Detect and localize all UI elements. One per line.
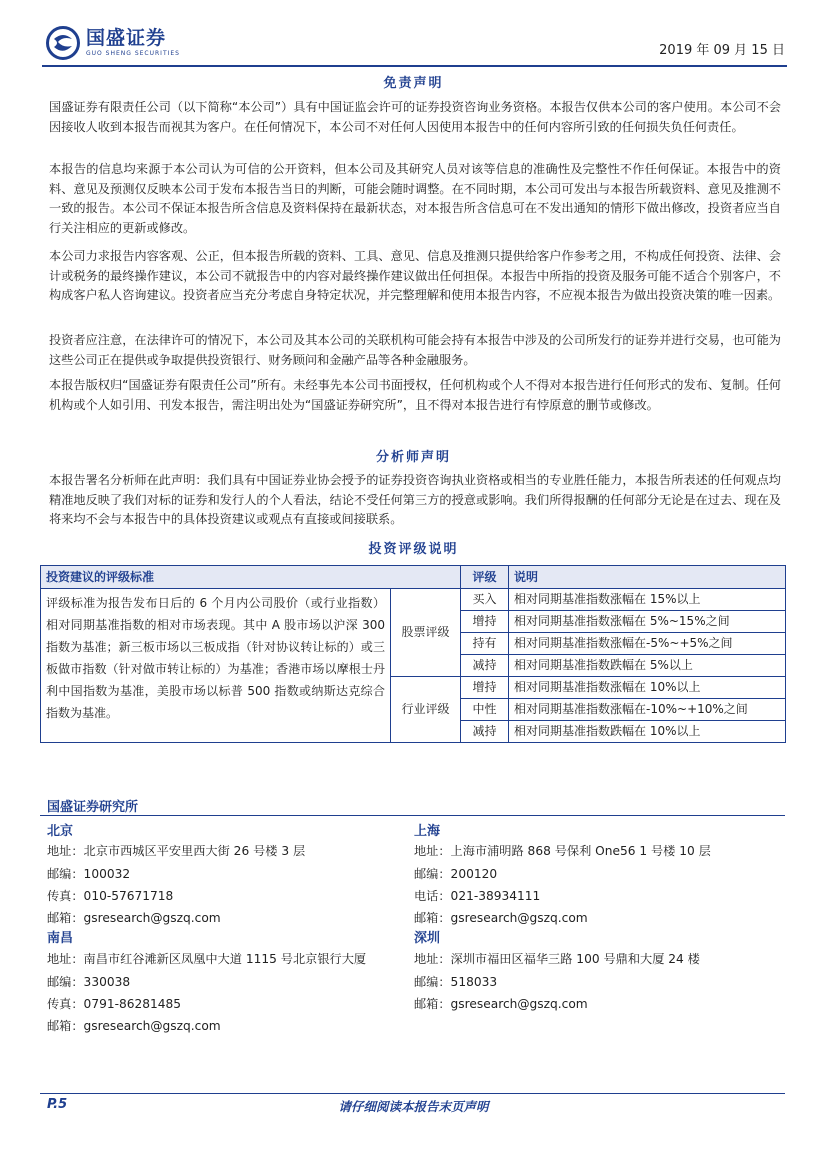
footer-note: 请仔细阅读本报告末页声明 [338,1099,489,1114]
logo-name-cn: 国盛证券 [86,27,167,49]
shanghai-postcode: 邮编：200120 [414,867,498,881]
rating-title: 投资评级说明 [368,542,459,557]
table-row [41,589,786,611]
rating-table [40,565,786,743]
stock-rating-label: 股票评级 [391,589,461,677]
rating-cell: 减持 [461,655,509,677]
header-standard: 投资建议的评级标准 [41,566,461,589]
rating-cell: 减持 [461,721,509,743]
beijing-email[interactable]: 邮箱：gsresearch@gszq.com [47,911,221,925]
city-shenzhen: 深圳 [414,931,441,946]
rating-desc-cell: 相对同期基准指数涨幅在 10%以上 [509,677,786,699]
institute-title: 国盛证券研究所 [47,800,139,815]
rating-standard-text: 评级标准为报告发布日后的 6 个月内公司股价（或行业指数）相对同期基准指数的相对市场表现。其中 A 股市场以沪深 300 指数为基准；新三板市场以三板成指（针对协议转让标的）或三板做市指数（针对做市转让标的）为基准；香港市场以摩根士丹利中国指数为基准，美股市场以标普 500 指数或纳斯达克综合指数为基准。 [41,589,391,743]
footer-divider [40,1093,785,1094]
rating-table-header [41,566,786,589]
disclaimer-paragraph-3: 本公司力求报告内容客观、公正，但本报告所载的资料、工具、意见、信息及推测只提供给客户作参考之用，不构成任何投资、法律、会计或税务的最终操作建议，本公司不就报告中的内容对最终操作建议做出任何担保。本报告中所指的投资及服务可能不适合个别客户，不构成客户私人咨询建议。投资者应当充分考虑自身特定状况，并完整理解和使用本报告内容，不应视本报告为做出投资决策的唯一因素。 [49,249,781,302]
city-nanchang: 南昌 [47,931,74,946]
shenzhen-email[interactable]: 邮箱：gsresearch@gszq.com [414,997,588,1011]
rating-desc-cell: 相对同期基准指数涨幅在-5%~+5%之间 [509,633,786,655]
rating-desc-cell: 相对同期基准指数跌幅在 5%以上 [509,655,786,677]
beijing-fax: 传真：010-57671718 [47,889,174,903]
guosheng-logo-icon [46,26,80,60]
shenzhen-address: 地址：深圳市福田区福华三路 100 号鼎和大厦 24 楼 [414,952,700,966]
city-beijing: 北京 [47,824,74,839]
rating-cell: 增持 [461,677,509,699]
analyst-paragraph: 本报告署名分析师在此声明：我们具有中国证券业协会授予的证券投资咨询执业资格或相当的专业胜任能力，本报告所表述的任何观点均精准地反映了我们对标的证券和发行人的个人看法，结论不受任何第三方的授意或影响。我们所得报酬的任何部分无论是在过去、现在及将来均不会与本报告中的具体投资建议或观点有直接或间接联系。 [49,473,781,526]
disclaimer-title: 免责声明 [383,76,444,91]
shanghai-email[interactable]: 邮箱：gsresearch@gszq.com [414,911,588,925]
company-logo [46,26,180,60]
header-explain: 说明 [509,566,786,589]
header-rating: 评级 [461,566,509,589]
industry-rating-label: 行业评级 [391,677,461,743]
rating-desc-cell: 相对同期基准指数涨幅在-10%~+10%之间 [509,699,786,721]
header-divider [42,65,787,67]
shanghai-address: 地址：上海市浦明路 868 号保利 One56 1 号楼 10 层 [414,844,711,858]
rating-cell: 持有 [461,633,509,655]
analyst-title: 分析师声明 [375,450,451,465]
disclaimer-paragraph-5: 本报告版权归“国盛证券有限责任公司”所有。未经事先本公司书面授权，任何机构或个人不得对本报告进行任何形式的发布、复制。任何机构或个人如引用、刊发本报告，需注明出处为“国盛证券研究所”，且不得对本报告进行有悖原意的删节或修改。 [49,378,781,412]
disclaimer-paragraph-2: 本报告的信息均来源于本公司认为可信的公开资料，但本公司及其研究人员对该等信息的准确性及完整性不作任何保证。本报告中的资料、意见及预测仅反映本公司于发布本报告当日的判断，可能会随时调整。在不同时期，本公司可发出与本报告所载资料、意见及推测不一致的报告。本公司不保证本报告所含信息及资料保持在最新状态，对本报告所含信息可在不发出通知的情形下做出修改，投资者应当自行关注相应的更新或修改。 [49,162,781,235]
nanchang-fax: 传真：0791-86281485 [47,997,182,1011]
report-date: 2019 年 09 月 15 日 [659,43,785,58]
rating-cell: 买入 [461,589,509,611]
rating-desc-cell: 相对同期基准指数涨幅在 15%以上 [509,589,786,611]
institute-divider [40,815,785,816]
nanchang-email[interactable]: 邮箱：gsresearch@gszq.com [47,1019,221,1033]
disclaimer-paragraph-1: 国盛证券有限责任公司（以下简称“本公司”）具有中国证监会许可的证券投资咨询业务资格。本报告仅供本公司的客户使用。本公司不会因接收人收到本报告而视其为客户。在任何情况下，本公司不对任何人因使用本报告中的任何内容所引致的任何损失负任何责任。 [49,100,781,134]
rating-cell: 中性 [461,699,509,721]
rating-desc-cell: 相对同期基准指数跌幅在 10%以上 [509,721,786,743]
disclaimer-paragraph-4: 投资者应注意，在法律许可的情况下，本公司及其本公司的关联机构可能会持有本报告中涉及的公司所发行的证券并进行交易，也可能为这些公司正在提供或争取提供投资银行、财务顾问和金融产品等各种金融服务。 [49,333,781,367]
nanchang-postcode: 邮编：330038 [47,975,131,989]
page-header [42,22,787,64]
page-number: P.5 [47,1097,68,1112]
rating-cell: 增持 [461,611,509,633]
rating-desc-cell: 相对同期基准指数涨幅在 5%~15%之间 [509,611,786,633]
nanchang-address: 地址：南昌市红谷滩新区凤凰中大道 1115 号北京银行大厦 [47,952,367,966]
beijing-address: 地址：北京市西城区平安里西大街 26 号楼 3 层 [47,844,306,858]
beijing-postcode: 邮编：100032 [47,867,131,881]
shenzhen-postcode: 邮编：518033 [414,975,498,989]
logo-name-en: GUO SHENG SECURITIES [86,50,180,57]
city-shanghai: 上海 [414,824,441,839]
shanghai-phone: 电话：021-38934111 [414,889,541,903]
